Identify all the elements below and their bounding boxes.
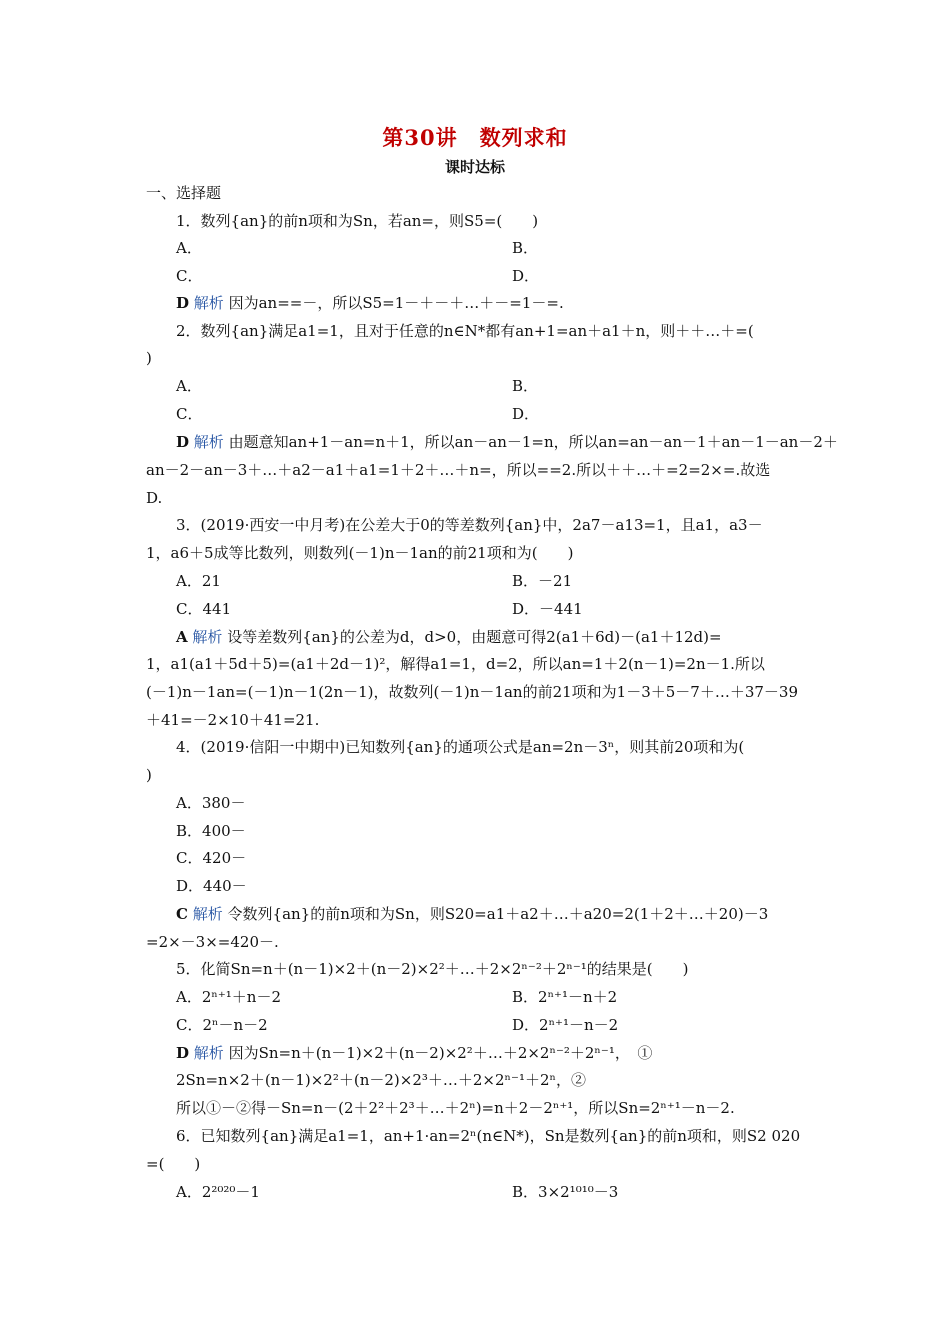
question-4-solution-line2: =2×－3×=420－. [146, 933, 279, 951]
analysis-label: 解析 [192, 905, 223, 923]
question-5-option-d: D．2ⁿ⁺¹－n－2 [512, 1016, 619, 1034]
question-3-solution-line2: 1，a1(a1＋5d＋5)=(a1＋2d－1)²，解得a1=1，d=2，所以an=1＋2(n－1)=2n－1.所以 [146, 655, 765, 673]
question-5-option-a: A．2ⁿ⁺¹＋n－2 [176, 988, 282, 1006]
section-heading: 一、选择题 [146, 184, 222, 202]
question-1-stem: 1．数列{an}的前n项和为Sn，若an=，则S5=( ) [176, 212, 539, 230]
question-5-solution-line3: 所以①－②得－Sn=n－(2＋2²＋2³＋…＋2ⁿ)=n＋2－2ⁿ⁺¹，所以Sn=2ⁿ⁺¹－n－2. [176, 1099, 735, 1117]
question-1-option-a: A． [176, 239, 202, 257]
page-subtitle: 课时达标 [444, 158, 505, 176]
analysis-label: 解析 [193, 433, 224, 451]
analysis-label: 解析 [193, 1044, 224, 1062]
question-2-option-a: A． [176, 377, 202, 395]
solution-text: 令数列{an}的前n项和为Sn，则S20=a1＋a2＋…＋a20=2(1＋2＋…＋20)－3 [227, 905, 769, 923]
question-1-option-b: B． [512, 239, 539, 257]
question-4-option-d: D．440－ [176, 877, 247, 895]
question-6-option-a: A．2²⁰²⁰－1 [176, 1183, 260, 1201]
answer-letter: A [176, 628, 188, 646]
question-4-option-c: C．420－ [176, 849, 247, 867]
page-title: 第30讲 数列求和 [382, 125, 568, 150]
answer-letter: D [176, 294, 190, 312]
solution-text: 设等差数列{an}的公差为d，d>0，由题意可得2(a1＋6d)－(a1＋12d)= [227, 628, 722, 646]
question-3-solution-line4: ＋41=－2×10＋41=21. [146, 711, 320, 729]
question-3-option-b: B．－21 [512, 572, 573, 590]
question-4-option-a: A．380－ [176, 794, 246, 812]
question-2-option-c: C． [176, 405, 203, 423]
question-3-option-a: A．21 [176, 572, 221, 590]
question-6-stem: 6．已知数列{an}满足a1=1，an+1·an=2ⁿ(n∈N*)，Sn是数列{an}的前n项和，则S2 020 [176, 1127, 801, 1145]
question-5-option-b: B．2ⁿ⁺¹－n＋2 [512, 988, 618, 1006]
answer-letter: D [176, 1044, 190, 1062]
question-4-option-b: B．400－ [176, 822, 246, 840]
question-5-option-c: C．2ⁿ－n－2 [176, 1016, 268, 1034]
question-1-option-d: D． [512, 267, 540, 285]
question-5-solution-line2: 2Sn=n×2＋(n－1)×2²＋(n－2)×2³＋…＋2×2ⁿ⁻¹＋2ⁿ，② [176, 1071, 586, 1089]
question-2-stem: 2．数列{an}满足a1=1，且对于任意的n∈N*都有an+1=an＋a1＋n，则＋＋…＋=( [176, 322, 754, 340]
question-1-solution [176, 293, 564, 313]
question-3-stem-cont: 1，a6＋5成等比数列，则数列(－1)n－1an的前21项和为( ) [146, 544, 574, 562]
question-4-stem: 4．(2019·信阳一中期中)已知数列{an}的通项公式是an=2n－3ⁿ，则其前20项和为( [176, 738, 745, 756]
analysis-label: 解析 [193, 294, 224, 312]
solution-text: 由题意知an+1－an=n＋1，所以an－an－1=n，所以an=an－an－1＋an－1－an－2＋ [228, 433, 838, 451]
question-2-stem-cont: ) [146, 349, 152, 367]
question-2-option-b: B． [512, 377, 539, 395]
solution-text: 因为an==－，所以S5=1－＋－＋…＋－=1－=. [228, 294, 564, 312]
answer-letter: C [176, 905, 188, 923]
question-6-option-b: B．3×2¹⁰¹⁰－3 [512, 1183, 619, 1201]
question-2-solution [176, 432, 838, 452]
analysis-label: 解析 [192, 628, 223, 646]
question-6-stem-cont: =( ) [146, 1155, 201, 1173]
question-5-solution [176, 1043, 652, 1063]
question-3-stem: 3．(2019·西安一中月考)在公差大于0的等差数列{an}中，2a7－a13=1，且a1，a3－ [176, 516, 763, 534]
question-3-solution [176, 627, 722, 647]
question-4-stem-cont: ) [146, 766, 152, 784]
question-1-option-c: C． [176, 267, 203, 285]
question-3-option-d: D．－441 [512, 600, 583, 618]
question-3-option-c: C．441 [176, 600, 232, 618]
answer-letter: D [176, 433, 190, 451]
question-2-solution-line2: an－2－an－3＋…＋a2－a1＋a1=1＋2＋…＋n=，所以==2.所以＋＋…＋=2=2×=.故选 [146, 461, 771, 479]
question-3-solution-line3: (－1)n－1an=(－1)n－1(2n－1)，故数列(－1)n－1an的前21项和为1－3＋5－7＋…＋37－39 [146, 683, 799, 701]
solution-text: 因为Sn=n＋(n－1)×2＋(n－2)×2²＋…＋2×2ⁿ⁻²＋2ⁿ⁻¹， ① [228, 1044, 653, 1062]
question-5-stem: 5．化简Sn=n＋(n－1)×2＋(n－2)×2²＋…＋2×2ⁿ⁻²＋2ⁿ⁻¹的结果是( ) [176, 960, 689, 978]
question-2-option-d: D． [512, 405, 540, 423]
question-4-solution [176, 904, 768, 924]
question-2-solution-line3: D. [146, 489, 163, 507]
